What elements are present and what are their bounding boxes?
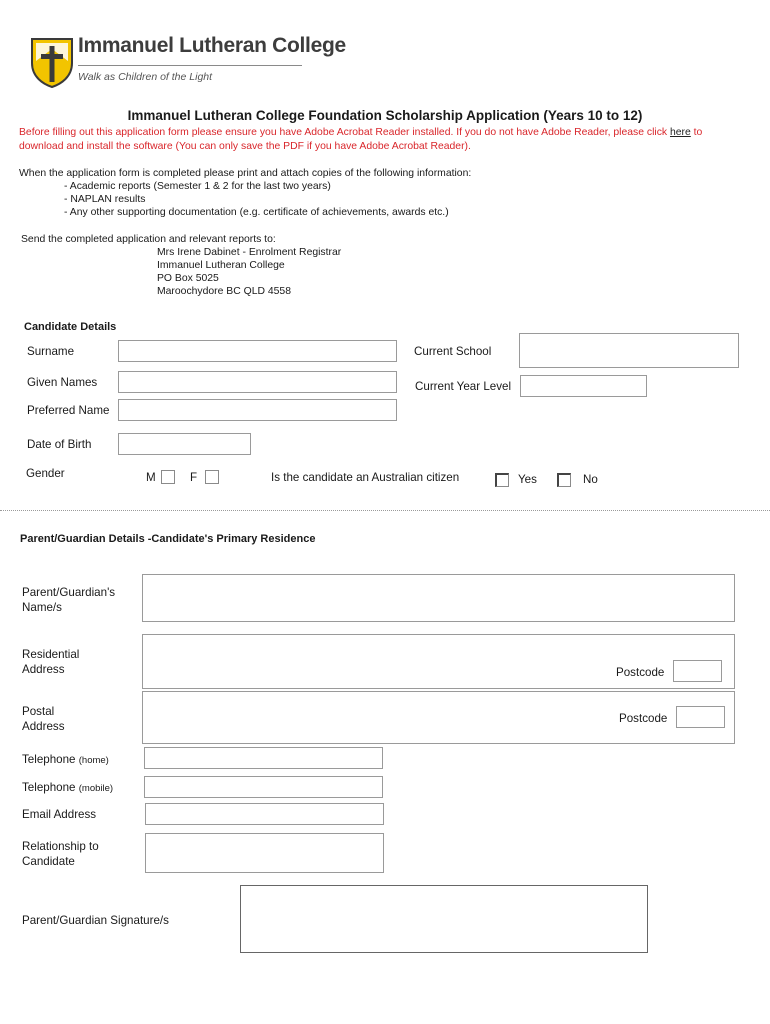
- parent-details-heading: Parent/Guardian Details -Candidate's Primary Residence: [20, 533, 316, 545]
- telephone-mobile-label: [22, 781, 113, 794]
- instructions-intro: When the application form is completed please print and attach copies of the following information:: [19, 168, 472, 179]
- given-names-input[interactable]: [118, 371, 397, 393]
- telephone-mobile-input[interactable]: [144, 776, 383, 798]
- signature-field[interactable]: [240, 885, 648, 953]
- address-line: Maroochydore BC QLD 4558: [157, 286, 291, 297]
- logo-divider: [78, 65, 302, 66]
- postal-address-label: Postal: [22, 705, 55, 718]
- gender-label: Gender: [26, 467, 65, 480]
- current-school-input[interactable]: [519, 333, 739, 368]
- parent-names-label-2: Name/s: [22, 601, 62, 614]
- notice-text-2: to download and install the software (You can only save the PDF if you have Adobe Acrobat Reader).: [19, 127, 703, 152]
- address-line: PO Box 5025: [157, 273, 219, 284]
- surname-input[interactable]: [118, 340, 397, 362]
- instruction-item: - Any other supporting documentation (e.g. certificate of achievements, awards etc.): [64, 207, 449, 218]
- signature-label: Parent/Guardian Signature/s: [22, 914, 169, 927]
- send-to-text: Send the completed application and relevant reports to:: [21, 234, 276, 245]
- relationship-input[interactable]: [145, 833, 384, 873]
- parent-names-label: Parent/Guardian's: [22, 586, 116, 599]
- postal-postcode-input[interactable]: [676, 706, 725, 728]
- given-names-label: Given Names: [27, 376, 98, 389]
- email-address-input[interactable]: [145, 803, 384, 825]
- preferred-name-input[interactable]: [118, 399, 397, 421]
- current-year-level-input[interactable]: [520, 375, 647, 397]
- adobe-notice: [19, 126, 749, 153]
- postal-postcode-label: Postcode: [619, 712, 668, 725]
- parent-names-input[interactable]: [142, 574, 735, 622]
- residential-postcode-label: Postcode: [616, 666, 665, 679]
- preferred-name-label: Preferred Name: [27, 404, 110, 417]
- gender-m-label: M: [146, 471, 156, 484]
- gender-f-label: F: [190, 471, 198, 484]
- citizen-no-label: No: [583, 473, 598, 486]
- relationship-label-2: Candidate: [22, 855, 75, 868]
- date-of-birth-input[interactable]: [118, 433, 251, 455]
- gender-m-checkbox[interactable]: [161, 470, 175, 484]
- current-year-level-label: Current Year Level: [415, 380, 512, 393]
- surname-label: Surname: [27, 345, 75, 358]
- telephone-text: Telephone: [22, 781, 76, 794]
- college-crest-logo: [30, 37, 74, 89]
- email-address-label: Email Address: [22, 808, 97, 821]
- address-line: Immanuel Lutheran College: [157, 260, 285, 271]
- candidate-details-heading: Candidate Details: [24, 321, 117, 333]
- telephone-home-input[interactable]: [144, 747, 383, 769]
- postal-address-label-2: Address: [22, 720, 65, 733]
- citizen-question: Is the candidate an Australian citizen: [271, 471, 460, 484]
- form-title: Immanuel Lutheran College Foundation Scholarship Application (Years 10 to 12): [127, 108, 643, 123]
- section-divider: [0, 510, 770, 511]
- college-name: Immanuel Lutheran College: [78, 34, 346, 57]
- citizen-no-checkbox[interactable]: [557, 473, 571, 487]
- relationship-label: Relationship to: [22, 840, 99, 853]
- residential-address-input[interactable]: [142, 634, 735, 689]
- residential-address-label: Residential: [22, 648, 80, 661]
- instruction-item: - Academic reports (Semester 1 & 2 for the last two years): [64, 181, 331, 192]
- instruction-item: - NAPLAN results: [64, 194, 146, 205]
- residential-postcode-input[interactable]: [673, 660, 722, 682]
- residential-address-label-2: Address: [22, 663, 65, 676]
- download-here-link[interactable]: here: [669, 127, 691, 138]
- home-qualifier: (home): [78, 755, 109, 766]
- telephone-home-label: [22, 753, 109, 766]
- gender-f-checkbox[interactable]: [205, 470, 219, 484]
- address-line: Mrs Irene Dabinet - Enrolment Registrar: [157, 247, 342, 258]
- citizen-yes-label: Yes: [518, 473, 537, 486]
- telephone-text: Telephone: [22, 753, 76, 766]
- college-tagline: Walk as Children of the Light: [78, 71, 213, 83]
- mobile-qualifier: (mobile): [78, 783, 114, 794]
- date-of-birth-label: Date of Birth: [27, 438, 92, 451]
- citizen-yes-checkbox[interactable]: [495, 473, 509, 487]
- notice-text-1: Before filling out this application form please ensure you have Adobe Acrobat Reader installed. If you do not have Adobe Reader, please click: [19, 127, 670, 138]
- current-school-label: Current School: [414, 345, 492, 358]
